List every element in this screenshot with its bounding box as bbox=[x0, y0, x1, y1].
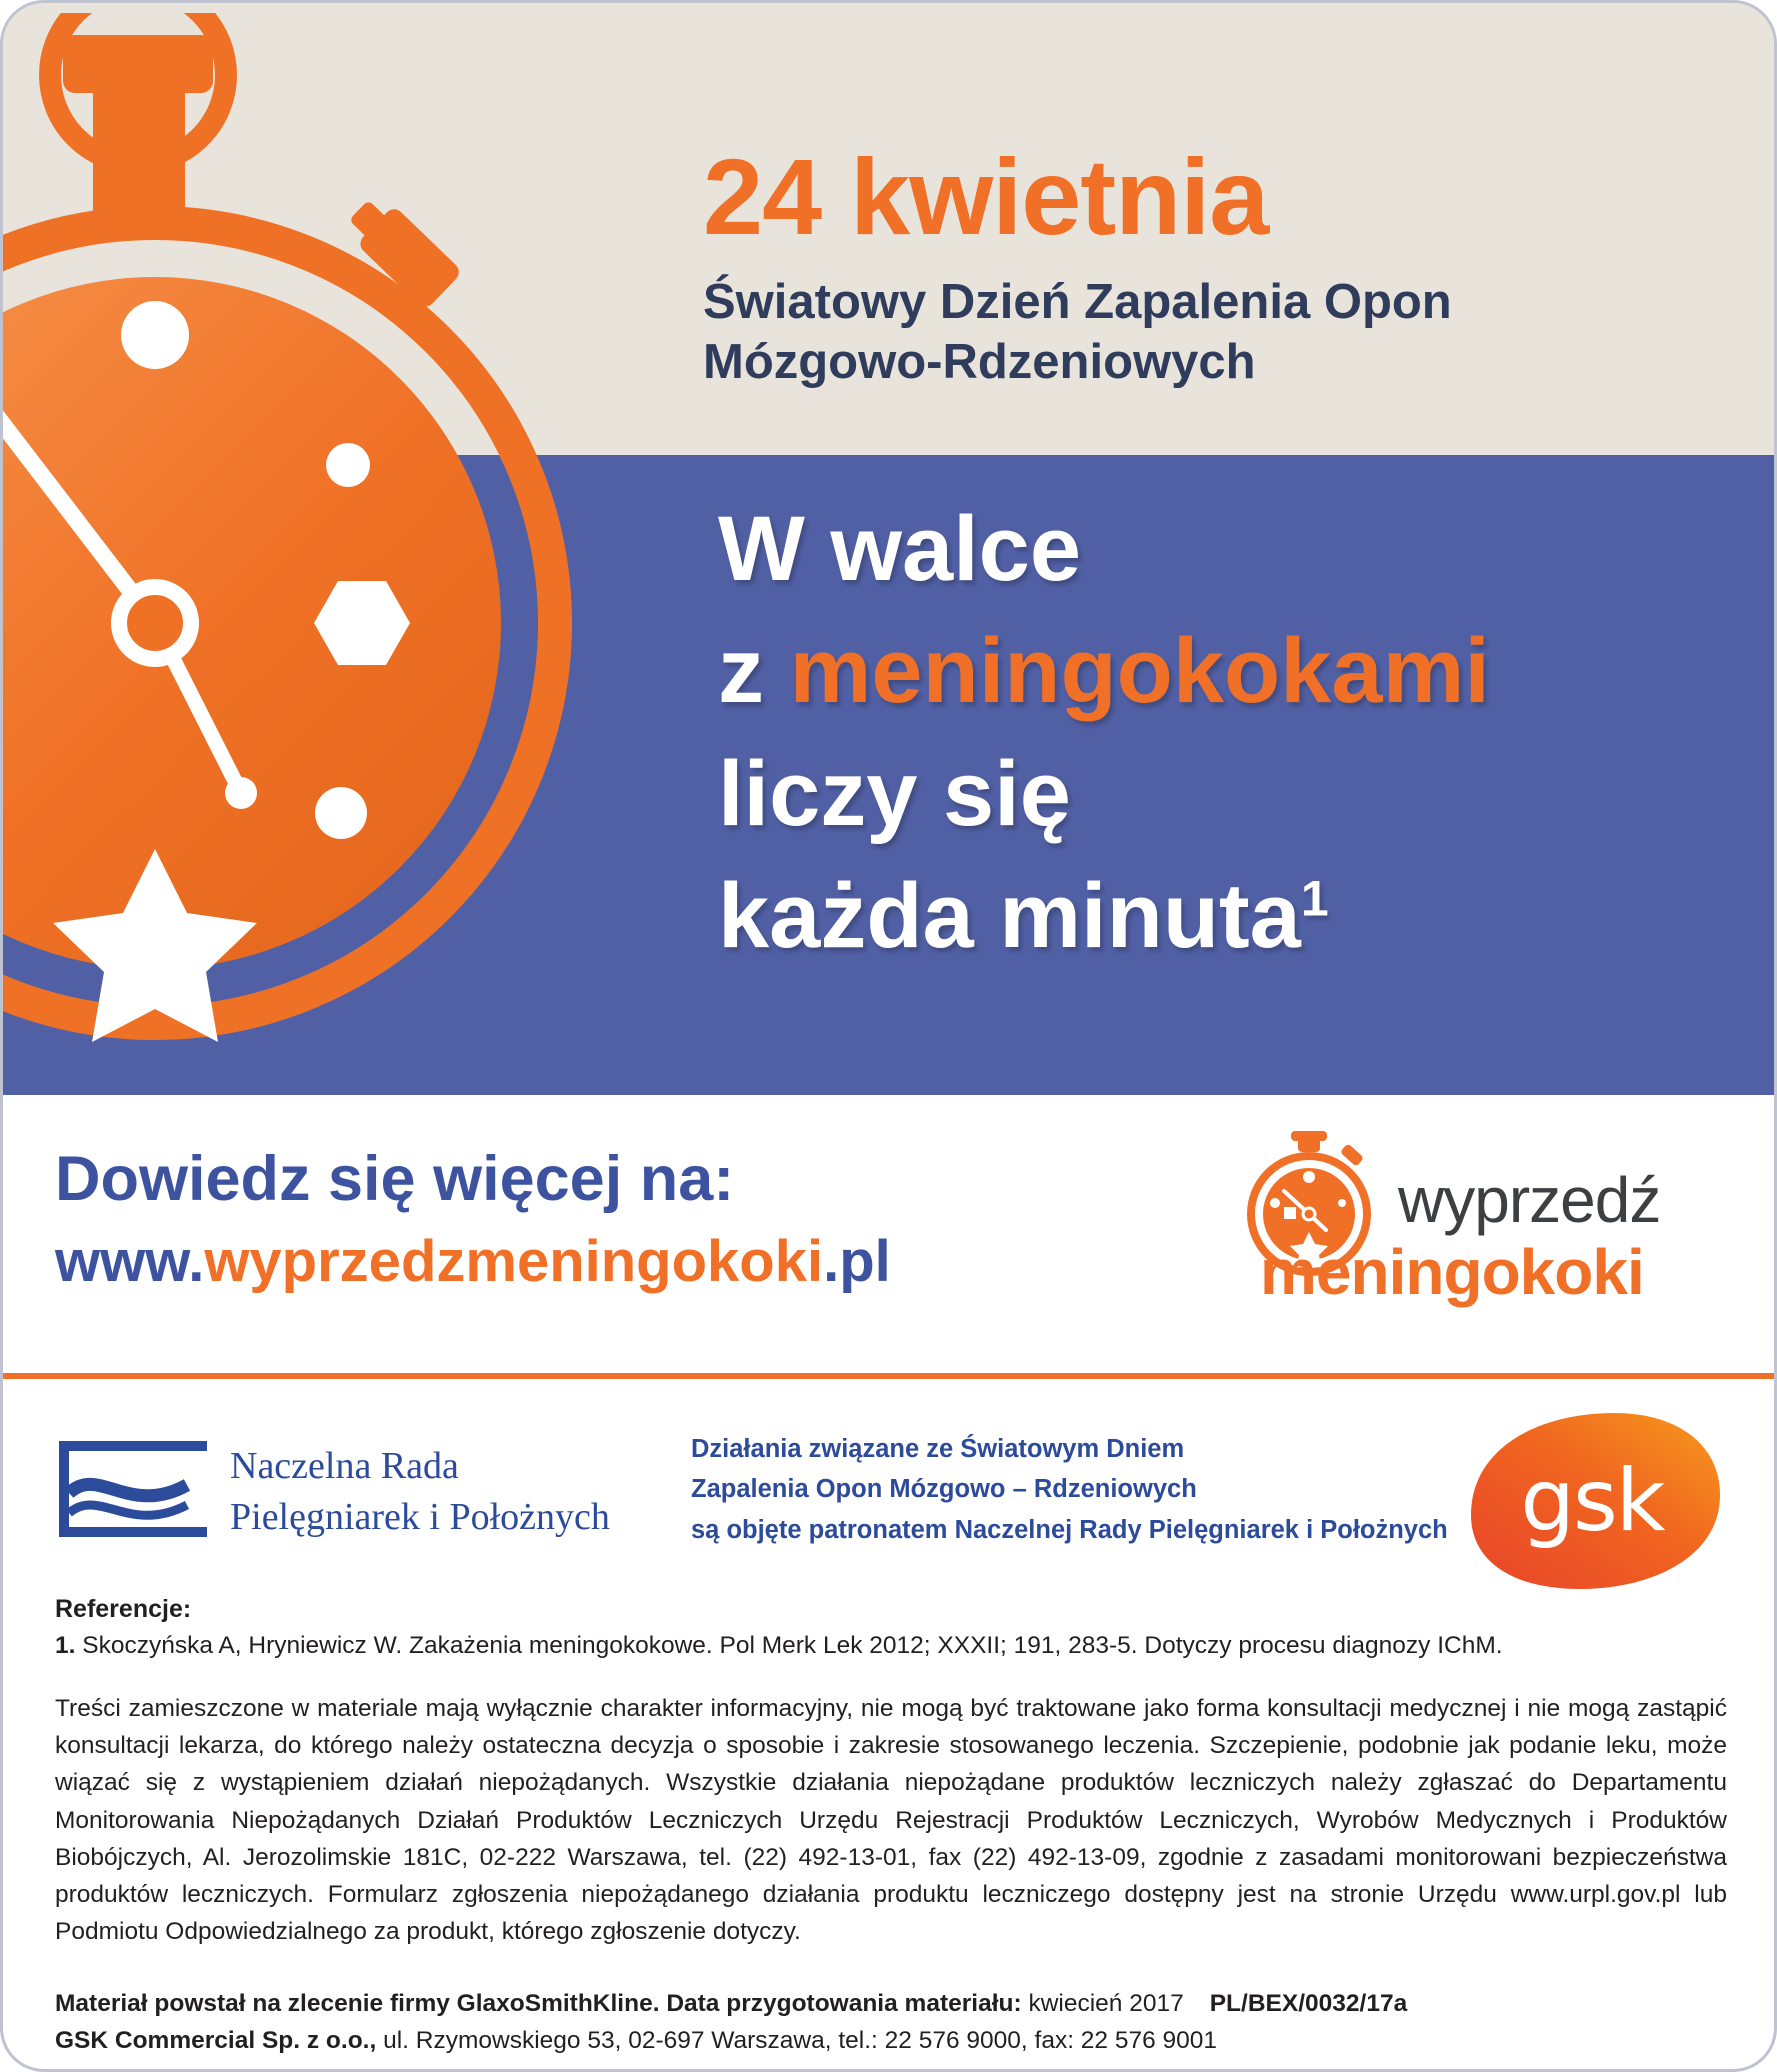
url-prefix: www. bbox=[55, 1229, 205, 1295]
main-slogan bbox=[718, 488, 1728, 977]
cta-block bbox=[55, 1143, 1185, 1296]
campaign-logo-word-1: wyprzedź bbox=[1398, 1164, 1661, 1236]
campaign-logo-word-2: meningokoki bbox=[1260, 1236, 1644, 1308]
url-suffix: .pl bbox=[823, 1229, 891, 1295]
reference-number: 1. bbox=[55, 1632, 76, 1659]
legal-footer bbox=[55, 1986, 1727, 2060]
slogan-line-4-text: każda minuta bbox=[718, 865, 1301, 968]
slogan-line-2-prefix: z bbox=[718, 620, 790, 723]
legal-section bbox=[55, 1595, 1727, 2060]
patronage-line-2: Zapalenia Opon Mózgowo – Rdzeniowych bbox=[691, 1475, 1197, 1504]
reference-item bbox=[55, 1630, 1727, 1662]
campaign-logo bbox=[1226, 1113, 1726, 1353]
top-headline-block bbox=[703, 136, 1723, 393]
patronage-line-1: Działania związane ze Światowym Dniem bbox=[691, 1435, 1185, 1463]
url-domain: wyprzedzmeningokoki bbox=[204, 1229, 824, 1295]
slogan-line-3: liczy się bbox=[718, 742, 1071, 845]
nrpip-emblem-icon bbox=[55, 1435, 215, 1543]
legal-footer-line-2 bbox=[55, 2023, 1727, 2060]
subtitle-line-2: Mózgowo-Rdzeniowych bbox=[703, 334, 1256, 389]
reference-text: Skoczyńska A, Hryniewicz W. Zakażenia meningokokowe. Pol Merk Lek 2012; XXXII; 191, 283-5. Dotyczy procesu diagnozy IChM. bbox=[75, 1632, 1503, 1659]
legal-disclaimer: Treści zamieszczone w materiale mają wyłącznie charakter informacyjny, nie mogą być traktowane jako forma konsultacji medycznej i nie mogą zastąpić konsultacji lekarza, do którego należy ostateczna decyzja o sposobie i zakresie stosowanego leczenia. Szczepienie, podobnie jak podanie leku, może wiązać się z wystąpieniem działań niepożądanych. Wszystkie działania niepożądane produktów leczniczych należy zgłaszać do Departamentu Monitorowania Niepożądanych Działań Produktów Leczniczych Urzędu Rejestracji Produktów Leczniczych, Wyrobów Medycznych i Produktów Biobójczych, Al. Jerozolimskie 181C, 02-222 Warszawa, tel. (22) 492-13-01, fax (22) 492-13-09, zgodnie z zasadami monitorowani bezpieczeństwa produktów leczniczych. Formularz zgłoszenia niepożądanego działania produktu leczniczego dostępny jest na stronie Urzędu www.urpl.gov.pl lub Podmiotu Odpowiedzialnego za produkt, którego zgłoszenie dotyczy. bbox=[55, 1694, 1727, 1946]
nrpip-logo bbox=[55, 1431, 615, 1551]
website-link[interactable] bbox=[55, 1229, 1185, 1296]
slogan-line-2 bbox=[718, 610, 1728, 732]
patronage-line-3: są objęte patronatem Naczelnej Rady Pielęgniarek i Położnych bbox=[691, 1515, 1448, 1544]
slogan-line-4 bbox=[718, 855, 1728, 977]
footer-address: ul. Rzymowskiego 53, 02-697 Warszawa, tel.: 22 576 9000, fax: 22 576 9001 bbox=[376, 2027, 1218, 2055]
slogan-line-2-highlight: meningokokami bbox=[789, 620, 1490, 723]
nrpip-name bbox=[230, 1441, 610, 1544]
legal-footer-line-1 bbox=[55, 1986, 1727, 2023]
slogan-line-1: W walce bbox=[718, 498, 1082, 600]
gsk-logo bbox=[1462, 1411, 1722, 1591]
stopwatch-illustration-icon bbox=[0, 13, 623, 1093]
patronage-note bbox=[691, 1429, 1448, 1550]
footer-bold-2: GSK Commercial Sp. z o.o., bbox=[55, 2027, 377, 2055]
gsk-wordmark: gsk bbox=[1520, 1451, 1664, 1551]
footer-date: kwiecień 2017 bbox=[1021, 1990, 1184, 2018]
references-title: Referencje: bbox=[55, 1595, 192, 1623]
subtitle-line-1: Światowy Dzień Zapalenia Opon bbox=[703, 275, 1452, 329]
slogan-footnote-marker: 1 bbox=[1300, 870, 1329, 927]
partner-row bbox=[3, 1403, 1774, 1603]
material-code: PL/BEX/0032/17a bbox=[1209, 1990, 1408, 2018]
section-divider bbox=[3, 1373, 1774, 1379]
nrpip-name-line-1: Naczelna Rada bbox=[230, 1445, 459, 1487]
page-title: 24 kwietnia bbox=[703, 136, 1269, 257]
cta-heading: Dowiedz się więcej na: bbox=[55, 1144, 735, 1214]
page-subtitle bbox=[703, 273, 1723, 393]
nrpip-name-line-2: Pielęgniarek i Położnych bbox=[230, 1496, 610, 1539]
footer-bold-1: Materiał powstał na zlecenie firmy GlaxoSmithKline. Data przygotowania materiału: bbox=[55, 1990, 1022, 2018]
